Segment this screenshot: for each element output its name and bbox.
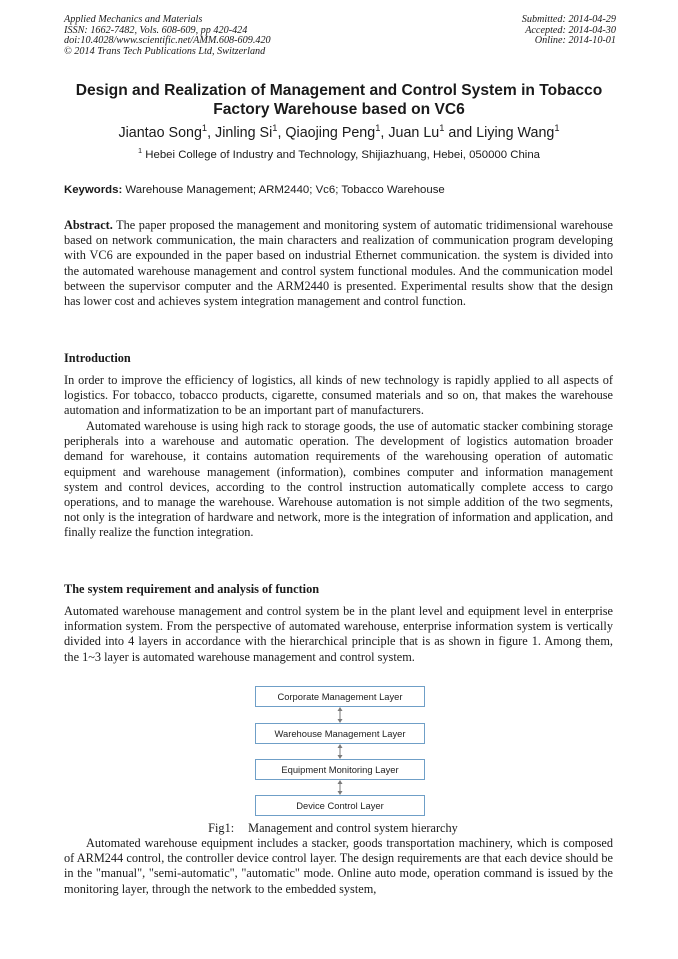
dates-header <box>522 15 616 47</box>
figure-caption <box>100 821 580 836</box>
paragraph: Automated warehouse equipment includes a stacker, goods transportation machinery, which is composed of ARM244 control, the controller device control layer. The design requirements are that each device should be in the "manual", "semi-automatic", "automatic" mode. Online auto mode, operation command is issued by the monitoring layer, through the network to the embedded system, <box>64 836 613 896</box>
keywords-label: Keywords: <box>64 184 123 196</box>
layer-box-equipment-monitoring: Equipment Monitoring Layer <box>255 759 425 780</box>
title-line-2: Factory Warehouse based on VC6 <box>213 101 465 118</box>
bidirectional-arrow-icon <box>335 780 345 795</box>
abstract-text: The paper proposed the management and monitoring system of automatic tridimensional warehouse based on network communication, the main characters and realization of communication program developing with VC6 are expounded in the paper based on industrial Ethernet communication. the system is divided into the automated warehouse management and control system functional modules. And the communication model between the supervisor computer and the ARM2440 is presented. Experimental results show that the design has lower cost and achieves system integration management and control function. <box>64 218 613 309</box>
copyright-line: © 2014 Trans Tech Publications Ltd, Switzerland <box>64 45 266 57</box>
online-date: Online: 2014-10-01 <box>534 35 616 47</box>
figure-caption-text: Management and control system hierarchy <box>248 821 458 835</box>
abstract-label: Abstract. <box>64 218 113 232</box>
journal-header <box>64 15 271 57</box>
layer-box-warehouse-management: Warehouse Management Layer <box>255 723 425 744</box>
paragraph: Automated warehouse is using high rack to storage goods, the use of automatic stacker combining storage peripherals into a warehouse and automatic operation. The development of logistics automation broader demand for warehouse, it contains automation requirements of the warehousing operation of automatic equipment and warehouse management (information), combines computer and information management system and control devices, according to the control instruction automatically complete access to cargo operations, and to manage the warehouse. Warehouse automation is not simple addition of the two segments, not only is the integration of hardware and network, more is the integration of information and application, and finally realize the function integration. <box>64 419 613 540</box>
layer-box-corporate-management: Corporate Management Layer <box>255 686 425 707</box>
figure-label: Fig1: <box>208 821 235 835</box>
author: Jinling Si$^1$, <box>215 123 286 141</box>
keywords-text: Warehouse Management; ARM2440; Vc6; Tobacco Warehouse <box>125 184 445 196</box>
section-heading-requirements: The system requirement and analysis of function <box>64 582 320 596</box>
keywords <box>64 183 624 197</box>
author: Qiaojing Peng$^1$, <box>285 123 389 141</box>
paper-title <box>40 81 638 119</box>
author: Juan Lu$^1$ and <box>388 123 477 141</box>
title-line-1: Design and Realization of Management and Control System in Tobacco <box>75 82 603 99</box>
author: Jiantao Song$^1$, <box>118 123 216 141</box>
author-list <box>30 124 648 142</box>
issn-line: ISSN: 1662-7482, Vols. 608-609, pp 420-424 <box>64 24 248 36</box>
submitted-date: Submitted: 2014-04-29 <box>521 14 616 25</box>
paragraph: In order to improve the efficiency of logistics, all kinds of new technology is rapidly applied to all aspects of logistics. For tobacco, tobacco products, cigarette, consumed materials and so on, that makes the warehouse automation and informatization to be an important part of manufacturers. <box>64 373 613 418</box>
affiliation: $^1$ Hebei College of Industry and Technology, Shijiazhuang, Hebei, 050000 China <box>137 146 541 161</box>
doi-line: doi:10.4028/www.scientific.net/AMM.608-609.420 <box>64 35 271 47</box>
hierarchy-diagram <box>255 684 425 819</box>
section-heading-introduction: Introduction <box>64 351 131 365</box>
journal-name: Applied Mechanics and Materials <box>64 14 203 25</box>
abstract <box>64 218 613 309</box>
layer-box-device-control: Device Control Layer <box>255 795 425 816</box>
bidirectional-arrow-icon <box>335 744 345 759</box>
accepted-date: Accepted: 2014-04-30 <box>525 24 616 36</box>
author: Liying Wang$^1$ <box>476 123 560 141</box>
paragraph: Automated warehouse management and control system be in the plant level and equipment level in enterprise information system. From the perspective of automated warehouse, enterprise information system is vertically divided into 4 layers in accordance with the hierarchical principle that is as shown in figure 1. Among them, the 1~3 layer is automated warehouse management and control system. <box>64 604 613 664</box>
bidirectional-arrow-icon <box>335 707 345 723</box>
